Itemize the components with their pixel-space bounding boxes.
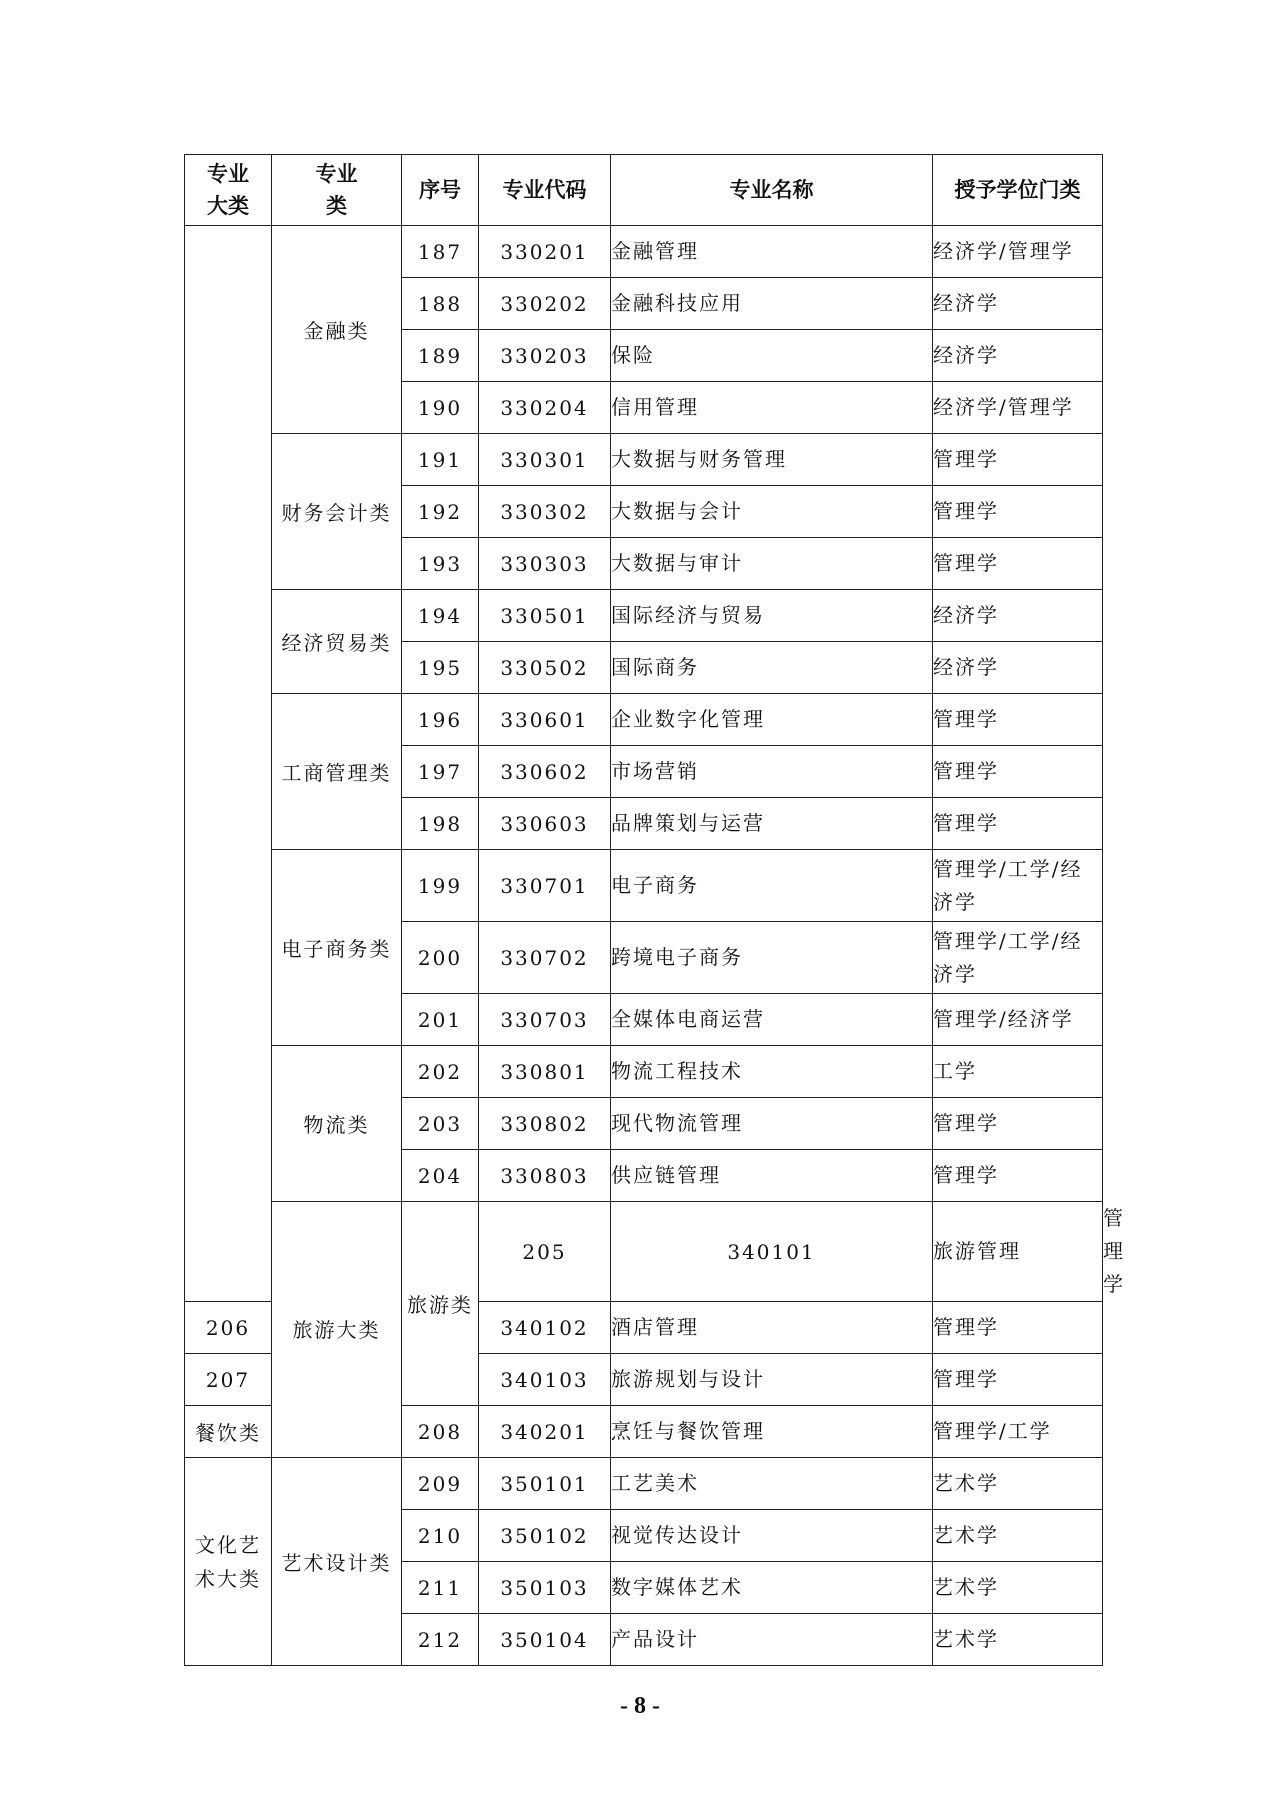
cell-seq: 204 (402, 1150, 479, 1202)
cell-seq: 209 (402, 1458, 479, 1510)
cell-seq: 198 (402, 798, 479, 850)
cell-degree: 经济学 (933, 278, 1103, 330)
cell-name: 大数据与会计 (611, 486, 933, 538)
cell-seq: 202 (402, 1046, 479, 1098)
cell-name: 信用管理 (611, 382, 933, 434)
cell-code: 330602 (479, 746, 611, 798)
cell-category: 旅游大类 (272, 1202, 402, 1458)
cell-code: 350103 (479, 1562, 611, 1614)
header-class-line2: 类 (326, 194, 347, 218)
cell-class: 旅游类 (402, 1202, 479, 1406)
cell-seq: 200 (402, 922, 479, 994)
table-row (185, 1046, 1103, 1098)
header-class-line1: 专业 (315, 162, 358, 186)
cell-degree: 管理学 (933, 1354, 1103, 1406)
cell-degree: 管理学/经济学 (933, 994, 1103, 1046)
cell-code: 330603 (479, 798, 611, 850)
cell-seq: 191 (402, 434, 479, 486)
cell-code: 330204 (479, 382, 611, 434)
cell-seq: 194 (402, 590, 479, 642)
cell-category (185, 226, 272, 1302)
cell-seq: 199 (402, 850, 479, 922)
cell-name: 大数据与审计 (611, 538, 933, 590)
cell-code: 340101 (611, 1202, 933, 1302)
cell-seq: 195 (402, 642, 479, 694)
cell-degree: 经济学 (933, 590, 1103, 642)
cell-degree: 管理学 (933, 1098, 1103, 1150)
cell-code: 350104 (479, 1614, 611, 1666)
cell-seq: 212 (402, 1614, 479, 1666)
cell-degree: 管理学 (933, 538, 1103, 590)
cell-code: 350102 (479, 1510, 611, 1562)
cell-class: 经济贸易类 (272, 590, 402, 694)
cell-name: 数字媒体艺术 (611, 1562, 933, 1614)
cell-degree: 工学 (933, 1046, 1103, 1098)
cell-seq: 203 (402, 1098, 479, 1150)
cell-class: 艺术设计类 (272, 1458, 402, 1666)
cell-name: 国际经济与贸易 (611, 590, 933, 642)
cell-name: 旅游规划与设计 (611, 1354, 933, 1406)
table-header-row (185, 155, 1103, 226)
cell-class: 物流类 (272, 1046, 402, 1202)
cell-seq: 193 (402, 538, 479, 590)
cell-code: 340102 (479, 1302, 611, 1354)
header-degree: 授予学位门类 (933, 155, 1103, 226)
cell-seq: 201 (402, 994, 479, 1046)
major-catalog-table (184, 154, 1125, 1666)
header-seq: 序号 (402, 155, 479, 226)
cell-seq: 205 (479, 1202, 611, 1302)
cell-name: 市场营销 (611, 746, 933, 798)
cell-code: 330203 (479, 330, 611, 382)
cell-seq: 188 (402, 278, 479, 330)
cell-name: 金融科技应用 (611, 278, 933, 330)
header-category (185, 155, 272, 226)
table-row (185, 694, 1103, 746)
cell-degree: 管理学 (933, 486, 1103, 538)
cell-code: 330801 (479, 1046, 611, 1098)
table-row (185, 850, 1103, 922)
cell-code: 330702 (479, 922, 611, 994)
cell-degree: 管理学/工学/经济学 (933, 850, 1103, 922)
header-code: 专业代码 (479, 155, 611, 226)
header-class (272, 155, 402, 226)
cell-seq: 207 (185, 1354, 272, 1406)
cell-seq: 187 (402, 226, 479, 278)
cell-name: 旅游管理 (933, 1202, 1103, 1302)
cell-degree: 艺术学 (933, 1562, 1103, 1614)
cell-seq: 189 (402, 330, 479, 382)
table-row: 旅游大类 旅游类 205 340101 旅游管理 管理学 (185, 1202, 1103, 1302)
cell-degree: 经济学 (933, 330, 1103, 382)
cell-seq: 210 (402, 1510, 479, 1562)
cell-code: 340201 (479, 1406, 611, 1458)
cell-name: 电子商务 (611, 850, 933, 922)
cell-degree: 艺术学 (933, 1510, 1103, 1562)
cell-code: 330202 (479, 278, 611, 330)
cell-name: 现代物流管理 (611, 1098, 933, 1150)
cell-class: 电子商务类 (272, 850, 402, 1046)
cell-code: 330302 (479, 486, 611, 538)
cell-seq: 208 (402, 1406, 479, 1458)
cell-degree: 经济学 (933, 642, 1103, 694)
cell-code: 330601 (479, 694, 611, 746)
cell-degree: 管理学/工学/经济学 (933, 922, 1103, 994)
cell-name: 物流工程技术 (611, 1046, 933, 1098)
cell-degree: 经济学/管理学 (933, 382, 1103, 434)
cell-class: 金融类 (272, 226, 402, 434)
cell-name: 全媒体电商运营 (611, 994, 933, 1046)
cell-name: 视觉传达设计 (611, 1510, 933, 1562)
cell-class: 餐饮类 (185, 1406, 272, 1458)
cell-class: 工商管理类 (272, 694, 402, 850)
cell-name: 供应链管理 (611, 1150, 933, 1202)
header-category-line2: 大类 (207, 194, 249, 218)
cell-seq: 211 (402, 1562, 479, 1614)
cell-degree: 管理学 (933, 798, 1103, 850)
table-row (185, 1458, 1103, 1510)
cell-code: 330502 (479, 642, 611, 694)
header-category-line1: 专业 (207, 162, 249, 186)
cell-degree: 管理学 (933, 1150, 1103, 1202)
cell-name: 烹饪与餐饮管理 (611, 1406, 933, 1458)
cell-name: 酒店管理 (611, 1302, 933, 1354)
cell-name: 金融管理 (611, 226, 933, 278)
table-row (185, 590, 1103, 642)
cell-seq: 192 (402, 486, 479, 538)
cell-name: 大数据与财务管理 (611, 434, 933, 486)
cell-code: 330303 (479, 538, 611, 590)
cell-name: 工艺美术 (611, 1458, 933, 1510)
page-number: - 8 - (620, 1693, 660, 1719)
cell-degree: 管理学 (933, 694, 1103, 746)
cell-seq: 196 (402, 694, 479, 746)
cell-code: 330301 (479, 434, 611, 486)
cell-name: 产品设计 (611, 1614, 933, 1666)
cell-name: 跨境电子商务 (611, 922, 933, 994)
cell-degree: 管理学 (933, 1302, 1103, 1354)
cell-code: 330802 (479, 1098, 611, 1150)
cell-code: 330201 (479, 226, 611, 278)
table-body (185, 226, 1125, 1666)
cell-degree: 管理学 (933, 434, 1103, 486)
cell-name: 企业数字化管理 (611, 694, 933, 746)
cell-class: 财务会计类 (272, 434, 402, 590)
cell-code: 330703 (479, 994, 611, 1046)
cell-name: 品牌策划与运营 (611, 798, 933, 850)
table-row (185, 226, 1103, 278)
cell-seq: 190 (402, 382, 479, 434)
cell-code: 330701 (479, 850, 611, 922)
cell-code: 330501 (479, 590, 611, 642)
cell-degree: 艺术学 (933, 1458, 1103, 1510)
cell-seq: 197 (402, 746, 479, 798)
cell-code: 350101 (479, 1458, 611, 1510)
cell-seq: 206 (185, 1302, 272, 1354)
cell-degree: 经济学/管理学 (933, 226, 1103, 278)
table-row (185, 434, 1103, 486)
cell-code: 340103 (479, 1354, 611, 1406)
cell-degree: 管理学/工学 (933, 1406, 1103, 1458)
cell-category: 文化艺术大类 (185, 1458, 272, 1666)
cell-name: 保险 (611, 330, 933, 382)
cell-degree: 管理学 (933, 746, 1103, 798)
cell-degree: 艺术学 (933, 1614, 1103, 1666)
cell-code: 330803 (479, 1150, 611, 1202)
cell-name: 国际商务 (611, 642, 933, 694)
header-name: 专业名称 (611, 155, 933, 226)
